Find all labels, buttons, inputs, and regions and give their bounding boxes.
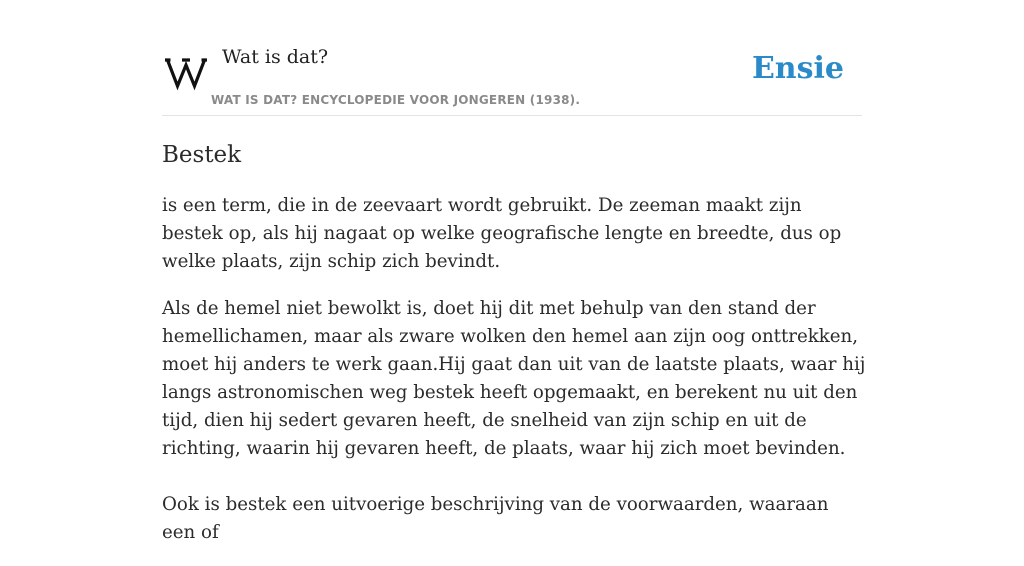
article-paragraph: Als de hemel niet bewolkt is, doet hij dit met behulp van den stand der hemellichamen, maar als zware wolken den hemel aan zijn oog onttrekken, moet hij anders te werk gaan.Hij gaat dan uit van de laatste plaats, waar hij langs astronomischen weg bestek heeft opgemaakt, en berekent nu uit den tijd, dien hij sedert gevaren heeft, de snelheid van zijn schip en uit de richting, waarin hij gevaren heeft, de plaats, waar hij zich moet bevinden. (162, 298, 866, 459)
article-title: Bestek (162, 142, 242, 168)
article-paragraph: is een term, die in de zeevaart wordt gebruikt. De zeeman maakt zijn bestek op, als hij nagaat op welke geografische lengte en breedte, dus op welke plaats, zijn schip zich bevindt. (162, 195, 842, 272)
source-header (162, 40, 862, 116)
brand-logo[interactable]: Ensie (751, 51, 844, 86)
source-subtitle: WAT IS DAT? ENCYCLOPEDIE VOOR JONGEREN (1938). (211, 93, 581, 107)
article-content (162, 140, 867, 566)
article-paragraph: Ook is bestek een uitvoerige beschrijving van de voorwaarden, waaraan een of (162, 494, 829, 543)
source-title[interactable]: Wat is dat? (222, 46, 329, 68)
wikipedia-w-icon[interactable] (162, 46, 210, 94)
